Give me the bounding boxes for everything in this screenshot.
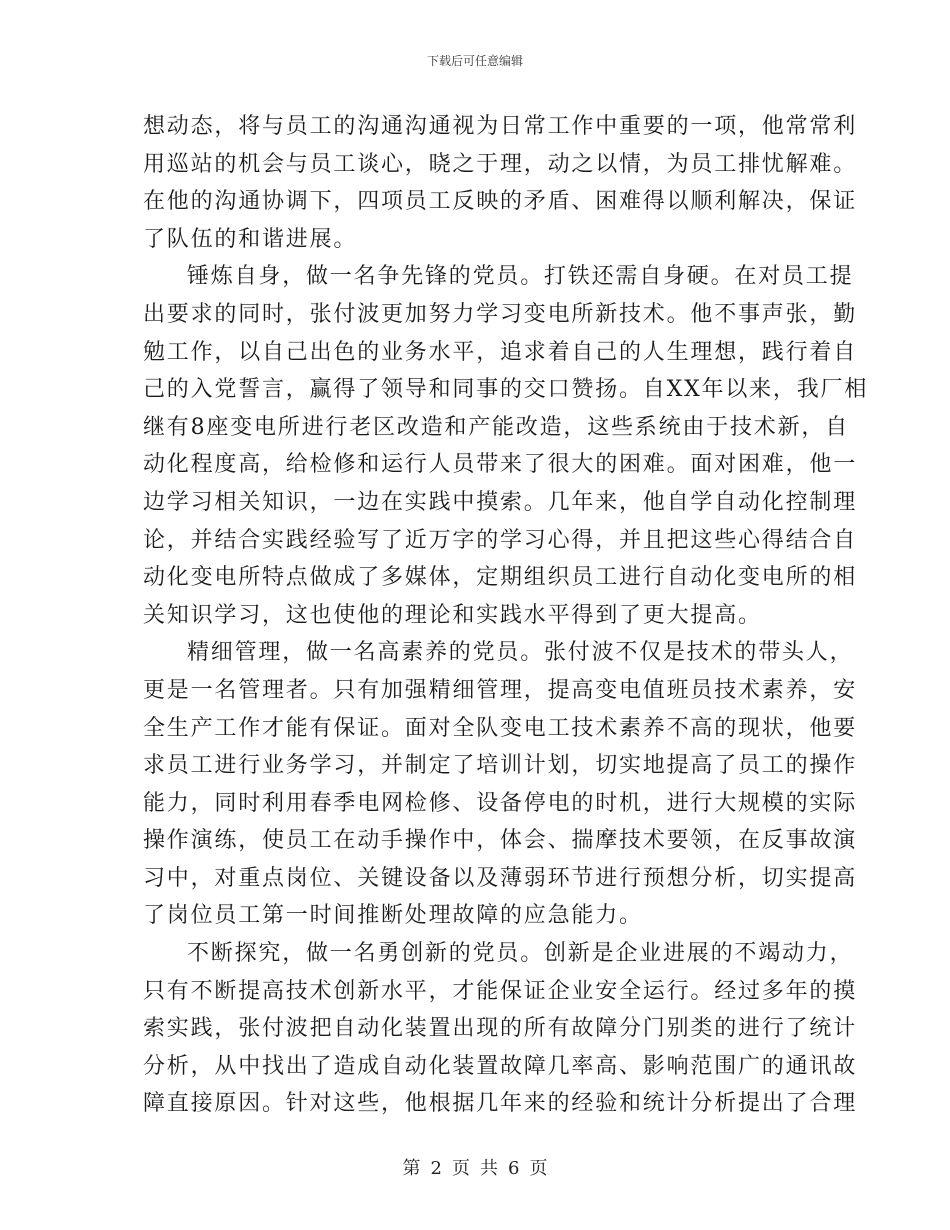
text-line: 关知识学习，这也使他的理论和实践水平得到了更大提高。 bbox=[143, 602, 762, 628]
text-line: 全生产工作才能有保证。面对全队变电工技术素养不高的现状，他要 bbox=[143, 715, 858, 741]
text-line: 操作演练，使员工在动手操作中，体会、揣摩技术要领，在反事故演 bbox=[143, 828, 858, 854]
text-line: 继有8座变电所进行老区改造和产能改造，这些系统由于技术新，自 bbox=[143, 414, 849, 440]
text-line: 出要求的同时，张付波更加努力学习变电所新技术。他不事声张，勤 bbox=[143, 301, 858, 327]
text-line: 分析，从中找出了造成自动化装置故障几率高、影响范围广的通讯故 bbox=[143, 1053, 858, 1079]
text-line: 障直接原因。针对这些，他根据几年来的经验和统计分析提出了合理 bbox=[143, 1091, 858, 1117]
page-footer bbox=[0, 1154, 950, 1180]
text-line: 想动态，将与员工的沟通沟通视为日常工作中重要的一项，他常常利 bbox=[143, 114, 858, 139]
text-line: 论，并结合实践经验写了近万字的学习心得，并且把这些心得结合自 bbox=[143, 527, 858, 553]
current-page-number: 2 bbox=[430, 1158, 442, 1179]
text-line: 了岗位员工第一时间推断处理故障的应急能力。 bbox=[143, 903, 643, 929]
text-line: 了队伍的和谐进展。 bbox=[143, 226, 358, 252]
page-label-unit: 页 bbox=[452, 1158, 470, 1179]
text-line: 精细管理，做一名高素养的党员。张付波不仅是技术的带头人， bbox=[187, 640, 854, 666]
total-label: 共 bbox=[480, 1158, 498, 1179]
page-label-prefix: 第 bbox=[402, 1158, 421, 1179]
text-line: 在他的沟通协调下，四项员工反映的矛盾、困难得以顺利解决，保证 bbox=[143, 189, 858, 215]
text-line: 求员工进行业务学习，并制定了培训计划，切实地提高了员工的操作 bbox=[143, 753, 858, 779]
text-line: 勉工作，以自己出色的业务水平，追求着自己的人生理想，践行着自 bbox=[143, 339, 858, 365]
total-pages-number: 6 bbox=[508, 1158, 520, 1179]
text-line: 己的入党誓言，赢得了领导和同事的交口赞扬。自XX年以来，我厂相 bbox=[143, 377, 869, 403]
text-line: 不断探究，做一名勇创新的党员。创新是企业进展的不竭动力， bbox=[187, 941, 854, 967]
text-line: 边学习相关知识，一边在实践中摸索。几年来，他自学自动化控制理 bbox=[143, 489, 858, 515]
text-line: 索实践，张付波把自动化装置出现的所有故障分门别类的进行了统计 bbox=[143, 1016, 858, 1042]
text-line: 能力，同时利用春季电网检修、设备停电的时机，进行大规模的实际 bbox=[143, 790, 858, 816]
text-line: 锤炼自身，做一名争先锋的党员。打铁还需自身硬。在对员工提 bbox=[187, 264, 854, 290]
document-body bbox=[143, 108, 869, 1123]
text-line: 习中，对重点岗位、关键设备以及薄弱环节进行预想分析，切实提高 bbox=[143, 865, 858, 891]
text-line: 用巡站的机会与员工谈心，晓之于理，动之以情，为员工排忧解难。 bbox=[143, 151, 858, 177]
page-header: 下载后可任意编辑 bbox=[426, 54, 523, 68]
text-line: 动化程度高，给检修和运行人员带来了很大的困难。面对困难，他一 bbox=[143, 452, 858, 478]
text-line: 只有不断提高技术创新水平，才能保证企业安全运行。经过多年的摸 bbox=[143, 978, 858, 1004]
text-line: 更是一名管理者。只有加强精细管理，提高变电值班员技术素养，安 bbox=[143, 677, 858, 703]
text-line: 动化变电所特点做成了多媒体，定期组织员工进行自动化变电所的相 bbox=[143, 565, 858, 591]
total-label-unit: 页 bbox=[529, 1158, 548, 1179]
